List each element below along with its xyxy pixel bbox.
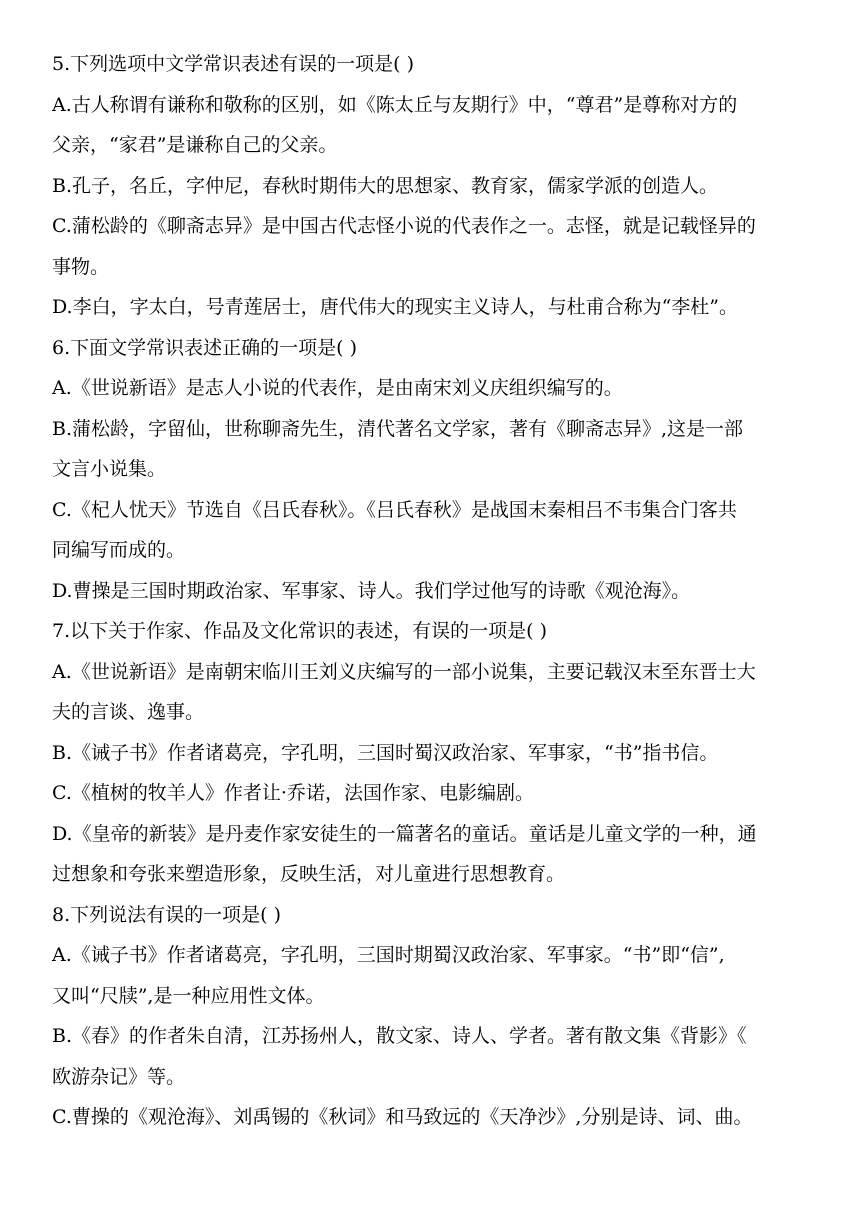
option-b: [52, 733, 822, 774]
question-5: [52, 44, 822, 328]
option-b: [52, 409, 822, 490]
option-d: [52, 571, 822, 612]
option-line: 夫的言谈、逸事。: [52, 701, 205, 723]
option-line: B.《春》的作者朱自清，江苏扬州人，散文家、诗人、学者。著有散文集《背影》《: [52, 1025, 747, 1047]
option-line: 文言小说集。: [52, 458, 167, 480]
option-line: A.古人称谓有谦称和敬称的区别，如《陈太丘与友期行》中，“尊君”是尊称对方的: [52, 93, 738, 116]
option-line: C.蒲松龄的《聊斋志异》是中国古代志怪小说的代表作之一。志怪，就是记载怪异的: [52, 215, 756, 237]
option-b: [52, 1016, 822, 1097]
option-line: 父亲，“家君”是谦称自己的父亲。: [52, 134, 338, 156]
option-line: 又叫“尺牍”,是一种应用性文体。: [52, 984, 325, 1007]
question-7: [52, 611, 822, 895]
option-line: 欧游杂记》等。: [52, 1065, 186, 1088]
option-line: B.孔子，名丘，字仲尼，春秋时期伟大的思想家、教育家，儒家学派的创造人。: [52, 174, 719, 197]
option-line: D.《皇帝的新装》是丹麦作家安徒生的一篇著名的童话。童话是儿童文学的一种，通: [52, 822, 757, 845]
option-a: [52, 652, 822, 733]
option-a: [52, 85, 822, 166]
option-line: D.李白，字太白，号青莲居士，唐代伟大的现实主义诗人，与杜甫合称为“李杜”。: [52, 296, 739, 318]
option-b: [52, 166, 822, 207]
option-line: 事物。: [52, 255, 110, 278]
option-c: [52, 490, 822, 571]
option-c: [52, 773, 822, 814]
option-a: [52, 368, 822, 409]
option-line: B.《诫子书》作者诸葛亮，字孔明，三国时蜀汉政治家、军事家，“书”指书信。: [52, 741, 719, 764]
option-line: 过想象和夸张来塑造形象，反映生活，对儿童进行思想教育。: [52, 863, 566, 885]
option-c: [52, 206, 822, 287]
option-line: C.曹操的《观沧海》、刘禹锡的《秋词》和马致远的《天净沙》,分别是诗、词、曲。: [52, 1106, 753, 1128]
option-a: [52, 935, 822, 1016]
option-line: B.蒲松龄，字留仙，世称聊斋先生，清代著名文学家，著有《聊斋志异》,这是一部: [52, 417, 744, 440]
question-8: [52, 895, 822, 1138]
option-line: A.《诫子书》作者诸葛亮，字孔明，三国时期蜀汉政治家、军事家。“书”即“信”,: [52, 944, 725, 966]
question-stem: 6.下面文学常识表述正确的一项是( ): [52, 336, 357, 359]
option-line: D.曹操是三国时期政治家、军事家、诗人。我们学过他写的诗歌《观沧海》。: [52, 579, 691, 602]
option-d: [52, 287, 822, 328]
option-line: A.《世说新语》是志人小说的代表作，是由南宋刘义庆组织编写的。: [52, 377, 623, 399]
question-6: [52, 328, 822, 612]
question-stem: 5.下列选项中文学常识表述有误的一项是( ): [52, 53, 414, 75]
option-line: C.《杞人忧天》节选自《吕氏春秋》。《吕氏春秋》是战国末秦相吕不韦集合门客共: [52, 498, 737, 521]
option-line: 同编写而成的。: [52, 539, 186, 561]
document-page: [52, 44, 822, 1138]
option-line: C.《植树的牧羊人》作者让·乔诺，法国作家、电影编剧。: [52, 782, 534, 804]
question-stem: 8.下列说法有误的一项是( ): [52, 903, 281, 926]
option-c: [52, 1097, 822, 1138]
option-line: A.《世说新语》是南朝宋临川王刘义庆编写的一部小说集，主要记载汉末至东晋士大: [52, 660, 756, 683]
question-stem: 7.以下关于作家、作品及文化常识的表述，有误的一项是( ): [52, 620, 547, 642]
option-d: [52, 814, 822, 895]
